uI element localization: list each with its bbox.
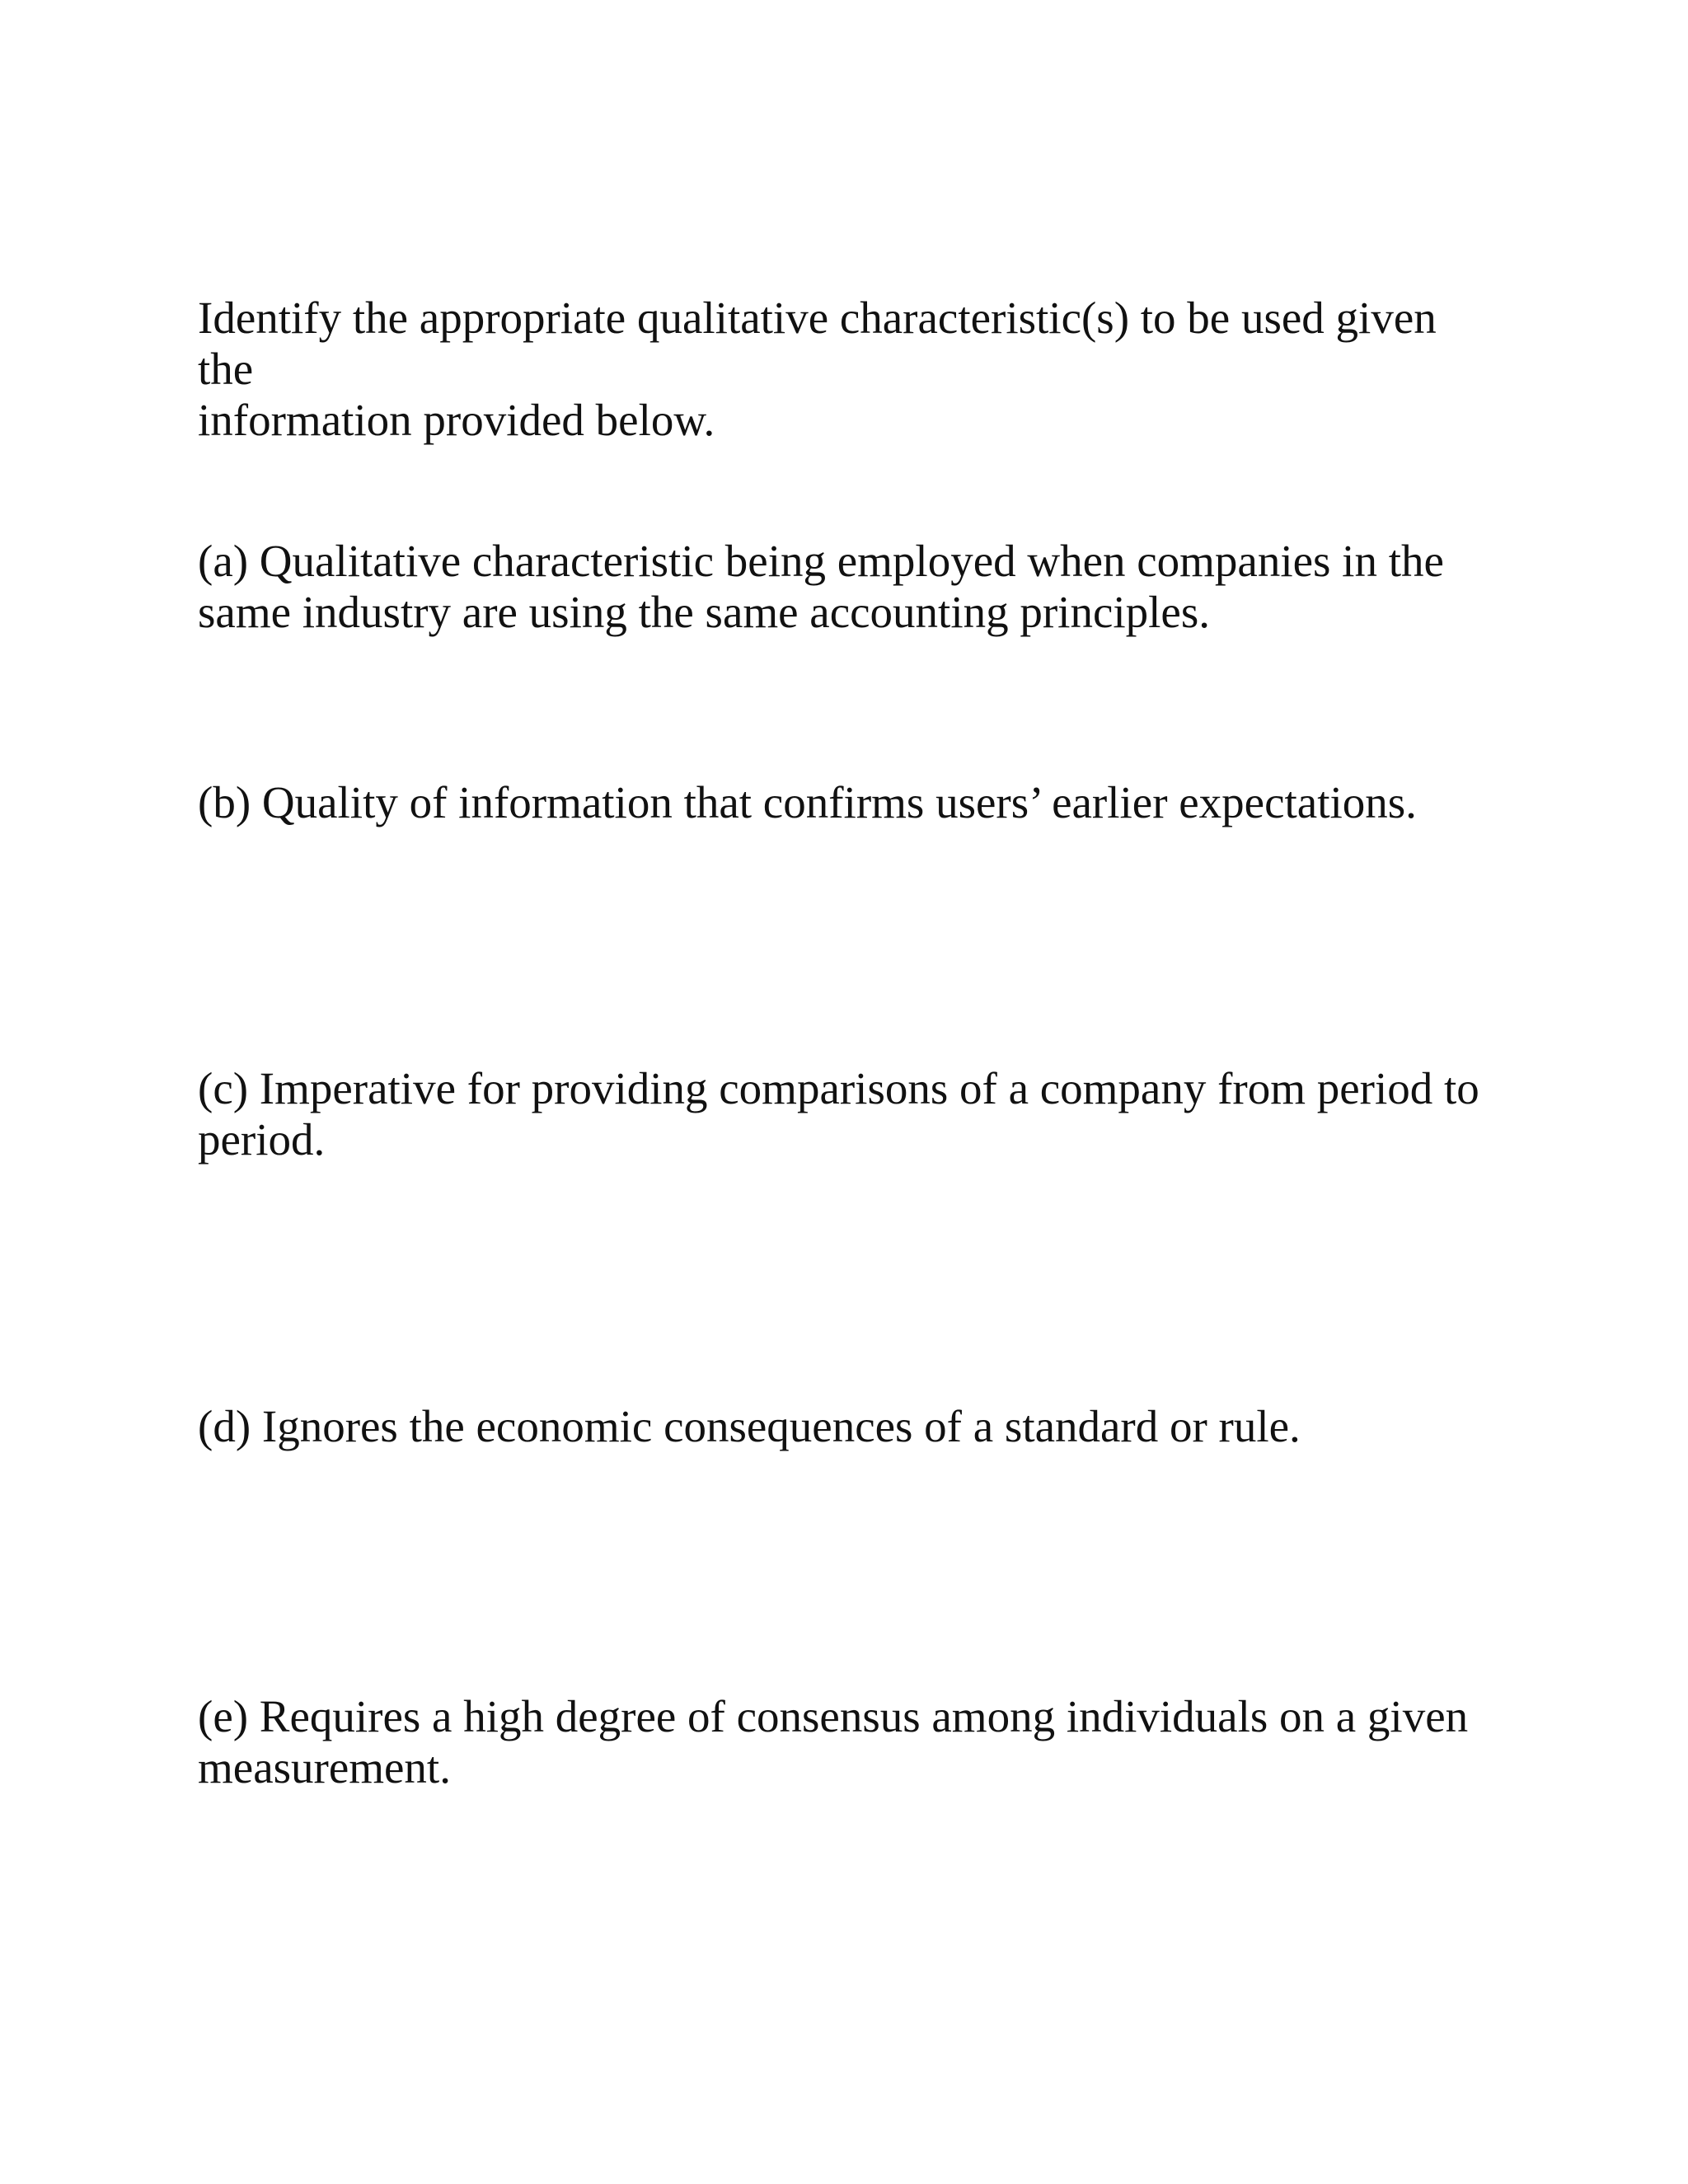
question-item-c: (c) Imperative for providing comparisons of a company from period to period. [198, 1063, 1479, 1165]
instructions-text: Identify the appropriate qualitative characteristic(s) to be used given the information provided below. [198, 293, 1437, 445]
question-item-b: (b) Quality of information that confirms users’ earlier expectations. [198, 777, 1417, 827]
question-item-e: (e) Requires a high degree of consensus among individuals on a given measurement. [198, 1691, 1469, 1793]
question-item-a: (a) Qualitative characteristic being employed when companies in the same industry are using the same accounting principles. [198, 536, 1444, 637]
question-item-d: (d) Ignores the economic consequences of a standard or rule. [198, 1401, 1301, 1451]
